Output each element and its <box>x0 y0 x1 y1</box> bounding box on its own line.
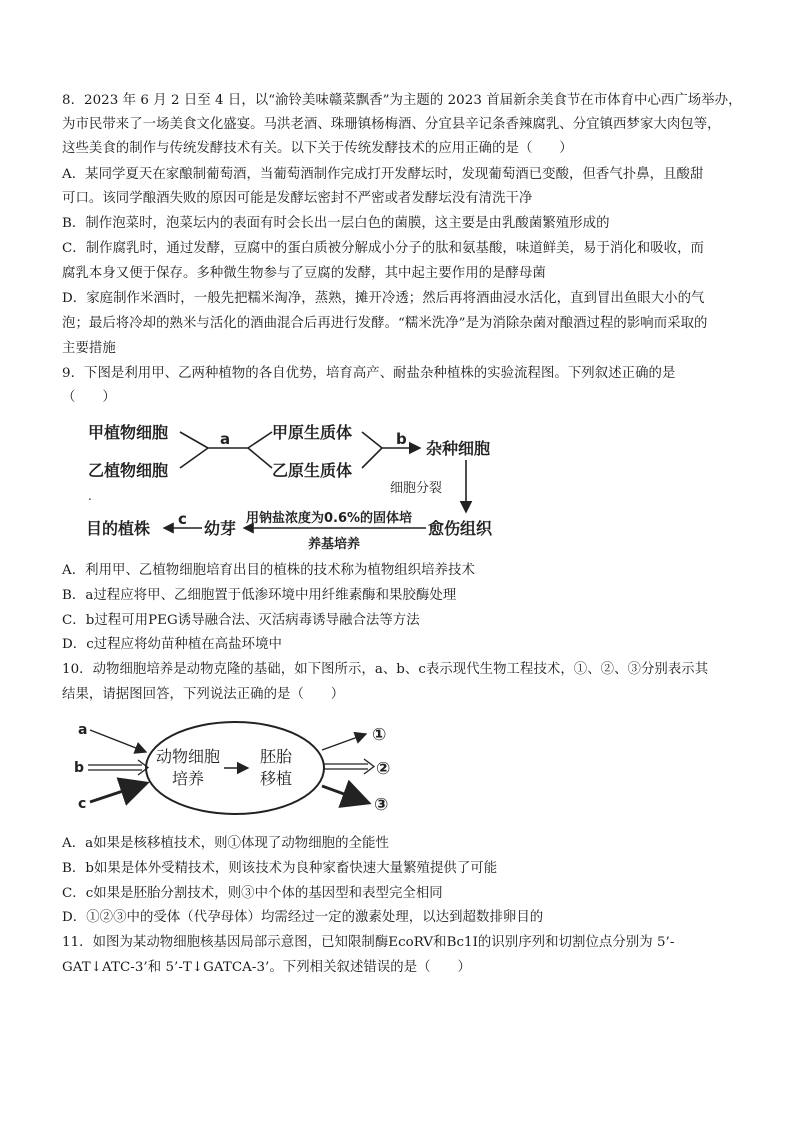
q9-option-d: D．c过程应将幼苗种植在高盐环境中 <box>62 637 282 652</box>
output-1: ① <box>372 725 387 745</box>
q8-option-a-line-2: 可口。该同学酿酒失败的原因可能是发酵坛密封不严密或者发酵坛没有清洗干净 <box>62 191 533 206</box>
q8-stem-line-1: 8．2023 年 6 月 2 日至 4 日，以“渝铃美味赣菜飘香”为主题的 2023 首届新余美食节在市体育中心西广场举办， <box>62 93 742 108</box>
q10-diagram <box>72 718 412 824</box>
culture-label-2: 培养 <box>172 769 205 788</box>
input-b: b <box>74 760 85 776</box>
arrow-in-c <box>90 784 144 802</box>
q9-stem-line-2: （ ） <box>62 390 116 405</box>
q8-option-b: B．制作泡菜时，泡菜坛内的表面有时会长出一层白色的菌膜，这主要是由乳酸菌繁殖形成的 <box>62 216 610 231</box>
q9-flowchart <box>80 414 520 556</box>
q10-option-d: D．①②③中的受体（代孕母体）均需经过一定的激素处理，以达到超数排卵目的 <box>62 910 544 925</box>
q8-option-c-line-2: 腐乳本身又便于保存。多种微生物参与了豆腐的发酵，其中起主要作用的是酵母菌 <box>62 266 546 281</box>
output-2: ② <box>376 759 391 779</box>
q11-stem-line-1: 11．如图为某动物细胞核基因局部示意图，已知限制酶EcoRV和Bc1I的识别序列和切割位点分别为 5’- <box>62 935 675 950</box>
plant-b-cell: 乙植物细胞 <box>88 461 169 480</box>
hybrid-cell: 杂种细胞 <box>426 439 491 458</box>
callus: 愈伤组织 <box>428 519 493 538</box>
q9-option-a: A．利用甲、乙植物细胞培育出目的植株的技术称为植物组织培养技术 <box>62 563 475 578</box>
output-3: ③ <box>374 795 389 815</box>
q10-stem-line-2: 结果，请据图回答，下列说法正确的是（ ） <box>62 687 345 702</box>
input-c: c <box>78 796 87 812</box>
arrow-b <box>362 432 420 468</box>
q10-option-c: C．c如果是胚胎分割技术，则③中个体的基因型和表型完全相同 <box>62 886 443 901</box>
protoplast-a: 甲原生质体 <box>272 423 353 442</box>
cell-division-label: 细胞分裂 <box>390 481 443 496</box>
plant-a-cell: 甲植物细胞 <box>88 423 169 442</box>
q8-option-a-line-1: A．某同学夏天在家酿制葡萄酒，当葡萄酒制作完成打开发酵坛时，发现葡萄酒已变酸，但香气扑鼻，且酸甜 <box>62 167 704 182</box>
arrow-a <box>180 432 248 468</box>
q8-stem-line-2: 为市民带来了一场美食文化盛宴。马洪老酒、珠珊镇杨梅酒、分宜县辛记条香辣腐乳、分宜镇西梦家大肉包等， <box>62 117 721 132</box>
q10-stem-line-1: 10．动物细胞培养是动物克隆的基础，如下图所示，a、b、c表示现代生物工程技术，①、②、③分别表示其 <box>62 662 709 677</box>
protoplast-b: 乙原生质体 <box>272 461 353 480</box>
target-plant: 目的植株 <box>86 519 151 538</box>
culture-label-1: 动物细胞 <box>156 747 221 766</box>
q8-option-d-line-3: 主要措施 <box>62 341 116 356</box>
q10-option-b: B．b如果是体外受精技术，则该技术为良种家畜快速大量繁殖提供了可能 <box>62 861 498 876</box>
q8-option-d-line-2: 泡；最后将冷却的熟米与活化的酒曲混合后再进行发酵。“糯米洗净”是为消除杂菌对酿酒过程的影响而采取的 <box>62 316 708 331</box>
q8-stem-line-3: 这些美食的制作与传统发酵技术有关。以下关于传统发酵技术的应用正确的是（ ） <box>62 141 573 156</box>
transfer-label-1: 胚胎 <box>260 747 293 766</box>
q9-option-b: B．a过程应将甲、乙细胞置于低渗环境中用纤维素酶和果胶酶处理 <box>62 588 457 603</box>
arrow-out-1 <box>322 734 366 750</box>
arrow-in-a <box>90 730 146 752</box>
q11-stem-line-2: GAT↓ATC-3’和 5’-T↓GATCA-3’。下列相关叙述错误的是（ ） <box>62 960 471 975</box>
q8-option-c-line-1: C．制作腐乳时，通过发酵，豆腐中的蛋白质被分解成小分子的肽和氨基酸，味道鲜美，易于消化和吸收，而 <box>62 241 705 256</box>
medium-label-1: 用钠盐浓度为0.6%的固体培 <box>246 511 413 526</box>
q9-stem-line-1: 9．下图是利用甲、乙两种植物的各自优势，培育高产、耐盐杂种植株的实验流程图。下列叙述正确的是 <box>62 366 676 381</box>
dot-mark: . <box>88 489 92 503</box>
sprout: 幼芽 <box>204 519 237 538</box>
q10-option-a: A．a如果是核移植技术，则①体现了动物细胞的全能性 <box>62 836 389 851</box>
arrow-out-3 <box>322 786 366 802</box>
label-b: b <box>396 430 407 448</box>
label-a: a <box>220 430 231 448</box>
q8-option-d-line-1: D．家庭制作米酒时，一般先把糯米淘净，蒸熟，摊开冷透；然后再将酒曲浸水活化，直到冒出鱼眼大小的气 <box>62 291 705 306</box>
label-c: c <box>178 510 187 528</box>
q9-option-c: C．b过程可用PEG诱导融合法、灭活病毒诱导融合法等方法 <box>62 613 420 628</box>
input-a: a <box>78 722 88 738</box>
transfer-label-2: 移植 <box>260 769 293 788</box>
medium-label-2: 养基培养 <box>308 537 361 552</box>
